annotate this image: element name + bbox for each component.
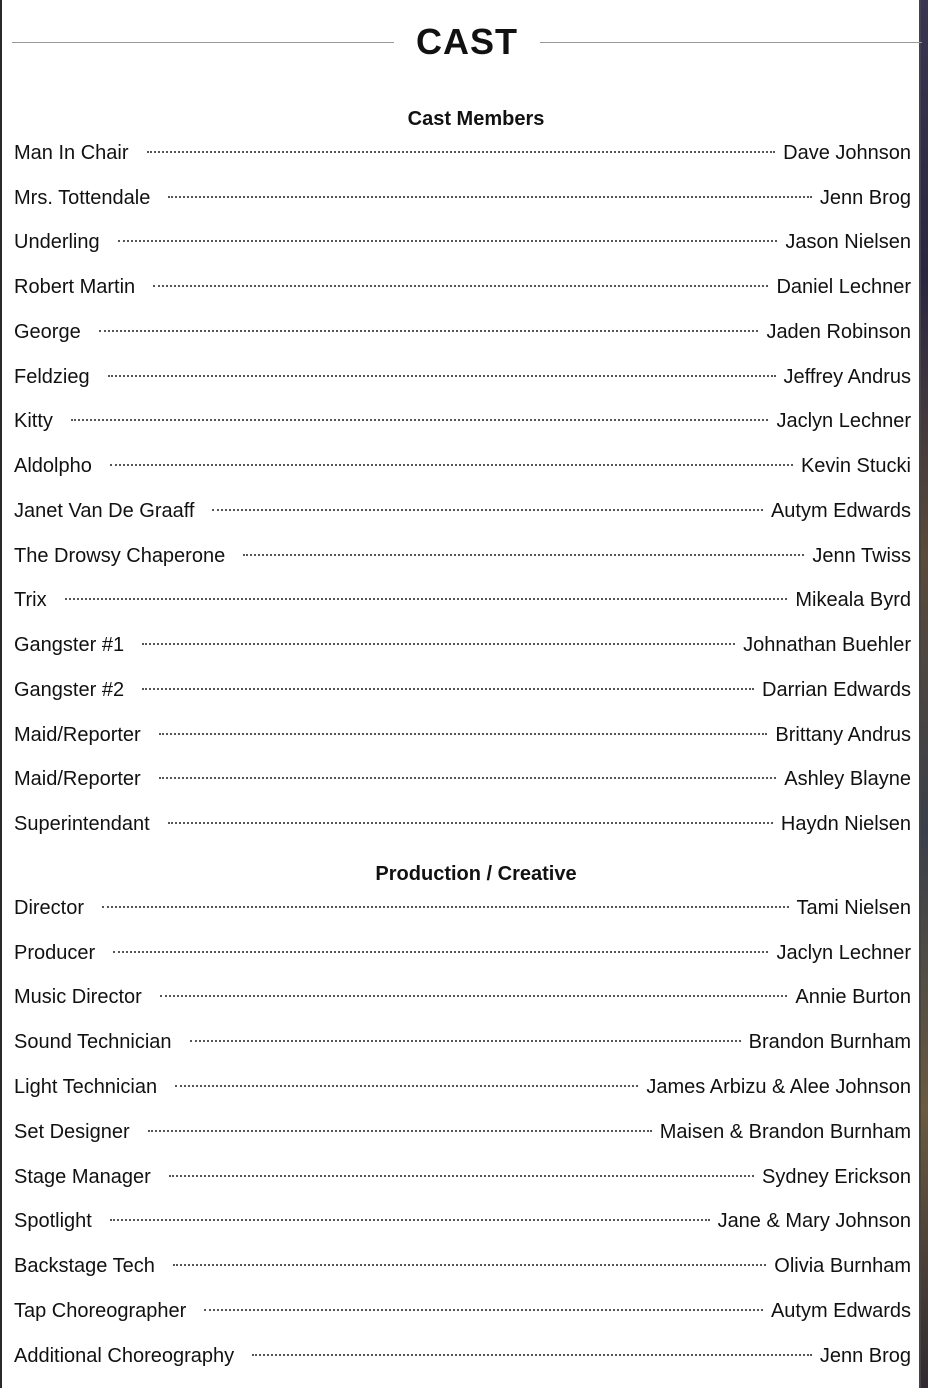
cast-row: [14, 140, 911, 166]
role-label: Stage Manager: [14, 1166, 151, 1188]
dot-leader: [108, 375, 776, 377]
crew-name: Maisen & Brandon Burnham: [659, 1121, 911, 1143]
crew-name: Brandon Burnham: [748, 1031, 911, 1053]
crew-name: Sydney Erickson: [762, 1166, 911, 1188]
cast-row: [14, 632, 911, 658]
cast-row: [14, 274, 911, 300]
role-label: Superintendant: [14, 813, 150, 835]
role-label: Gangster #2: [14, 679, 125, 701]
dot-leader: [212, 509, 762, 511]
role-label: Janet Van De Graaff: [14, 500, 195, 522]
role-label: George: [14, 321, 81, 343]
performer-name: Jaclyn Lechner: [776, 410, 911, 432]
performer-name: Darrian Edwards: [762, 679, 911, 701]
performer-name: Jaden Robinson: [766, 321, 911, 343]
role-label: Tap Choreographer: [14, 1300, 187, 1322]
crew-name: James Arbizu & Alee Johnson: [646, 1076, 911, 1098]
role-label: Aldolpho: [14, 455, 92, 477]
dot-leader: [173, 1264, 766, 1266]
crew-name: Olivia Burnham: [774, 1255, 911, 1277]
role-label: Music Director: [14, 986, 142, 1008]
role-label: Trix: [14, 589, 47, 611]
cast-row: [14, 453, 911, 479]
role-label: Director: [14, 897, 85, 919]
crew-row: [14, 1119, 911, 1145]
dot-leader: [142, 643, 735, 645]
crew-name: Jenn Brog: [819, 1345, 911, 1367]
performer-name: Daniel Lechner: [776, 276, 911, 298]
performer-name: Jeffrey Andrus: [783, 366, 911, 388]
role-label: The Drowsy Chaperone: [14, 545, 226, 567]
role-label: Kitty: [14, 410, 53, 432]
role-label: Man In Chair: [14, 142, 129, 164]
cast-row: [14, 722, 911, 748]
cast-row: [14, 319, 911, 345]
role-label: Underling: [14, 231, 100, 253]
cast-row: [14, 677, 911, 703]
title-rule-right: [540, 42, 922, 43]
performer-name: Brittany Andrus: [775, 724, 911, 746]
dot-leader: [118, 240, 778, 242]
role-label: Spotlight: [14, 1210, 92, 1232]
dot-leader: [110, 464, 793, 466]
crew-row: [14, 1253, 911, 1279]
performer-name: Ashley Blayne: [784, 768, 911, 790]
cast-row: [14, 229, 911, 255]
performer-name: Jenn Brog: [819, 187, 911, 209]
crew-name: Tami Nielsen: [796, 897, 911, 919]
dot-leader: [142, 688, 754, 690]
dot-leader: [71, 419, 769, 421]
cast-row: [14, 587, 911, 613]
crew-row: [14, 1298, 911, 1324]
performer-name: Autym Edwards: [770, 500, 911, 522]
cast-row: [14, 543, 911, 569]
cast-row: [14, 364, 911, 390]
dot-leader: [159, 733, 768, 735]
dot-leader: [160, 995, 788, 997]
dot-leader: [168, 196, 811, 198]
dot-leader: [153, 285, 768, 287]
role-label: Gangster #1: [14, 634, 125, 656]
dot-leader: [168, 822, 773, 824]
role-label: Additional Choreography: [14, 1345, 235, 1367]
performer-name: Johnathan Buehler: [743, 634, 911, 656]
crew-row: [14, 1208, 911, 1234]
role-label: Sound Technician: [14, 1031, 172, 1053]
dot-leader: [65, 598, 788, 600]
cast-row: [14, 766, 911, 792]
crew-row: [14, 1343, 911, 1369]
section-heading-production-creative: Production / Creative: [375, 863, 577, 885]
performer-name: Kevin Stucki: [800, 455, 911, 477]
title-row: [12, 18, 922, 68]
role-label: Backstage Tech: [14, 1255, 155, 1277]
dot-leader: [159, 777, 777, 779]
performer-name: Jason Nielsen: [785, 231, 911, 253]
title-rule-left: [12, 42, 394, 43]
crew-row: [14, 1029, 911, 1055]
dot-leader: [169, 1175, 754, 1177]
cast-row: [14, 408, 911, 434]
role-label: Mrs. Tottendale: [14, 187, 151, 209]
dot-leader: [190, 1040, 741, 1042]
crew-row: [14, 1164, 911, 1190]
dot-leader: [148, 1130, 652, 1132]
crew-name: Jane & Mary Johnson: [717, 1210, 911, 1232]
crew-row: [14, 940, 911, 966]
page-title: CAST: [416, 21, 518, 62]
dot-leader: [204, 1309, 763, 1311]
crew-row: [14, 895, 911, 921]
performer-name: Mikeala Byrd: [795, 589, 911, 611]
role-label: Feldzieg: [14, 366, 90, 388]
dot-leader: [243, 554, 804, 556]
crew-row: [14, 1074, 911, 1100]
cast-row: [14, 811, 911, 837]
role-label: Robert Martin: [14, 276, 136, 298]
role-label: Light Technician: [14, 1076, 158, 1098]
crew-row: [14, 984, 911, 1010]
crew-name: Autym Edwards: [770, 1300, 911, 1322]
performer-name: Haydn Nielsen: [780, 813, 911, 835]
crew-name: Annie Burton: [795, 986, 911, 1008]
dot-leader: [102, 906, 789, 908]
section-heading-cast-members: Cast Members: [407, 108, 545, 130]
page-edge-strip: [921, 0, 928, 1388]
dot-leader: [252, 1354, 812, 1356]
crew-name: Jaclyn Lechner: [776, 942, 911, 964]
dot-leader: [99, 330, 759, 332]
dot-leader: [113, 951, 768, 953]
role-label: Set Designer: [14, 1121, 130, 1143]
dot-leader: [147, 151, 776, 153]
role-label: Producer: [14, 942, 96, 964]
role-label: Maid/Reporter: [14, 724, 141, 746]
cast-row: [14, 185, 911, 211]
cast-row: [14, 498, 911, 524]
performer-name: Jenn Twiss: [812, 545, 911, 567]
performer-name: Dave Johnson: [783, 142, 911, 164]
role-label: Maid/Reporter: [14, 768, 141, 790]
dot-leader: [110, 1219, 710, 1221]
dot-leader: [175, 1085, 638, 1087]
